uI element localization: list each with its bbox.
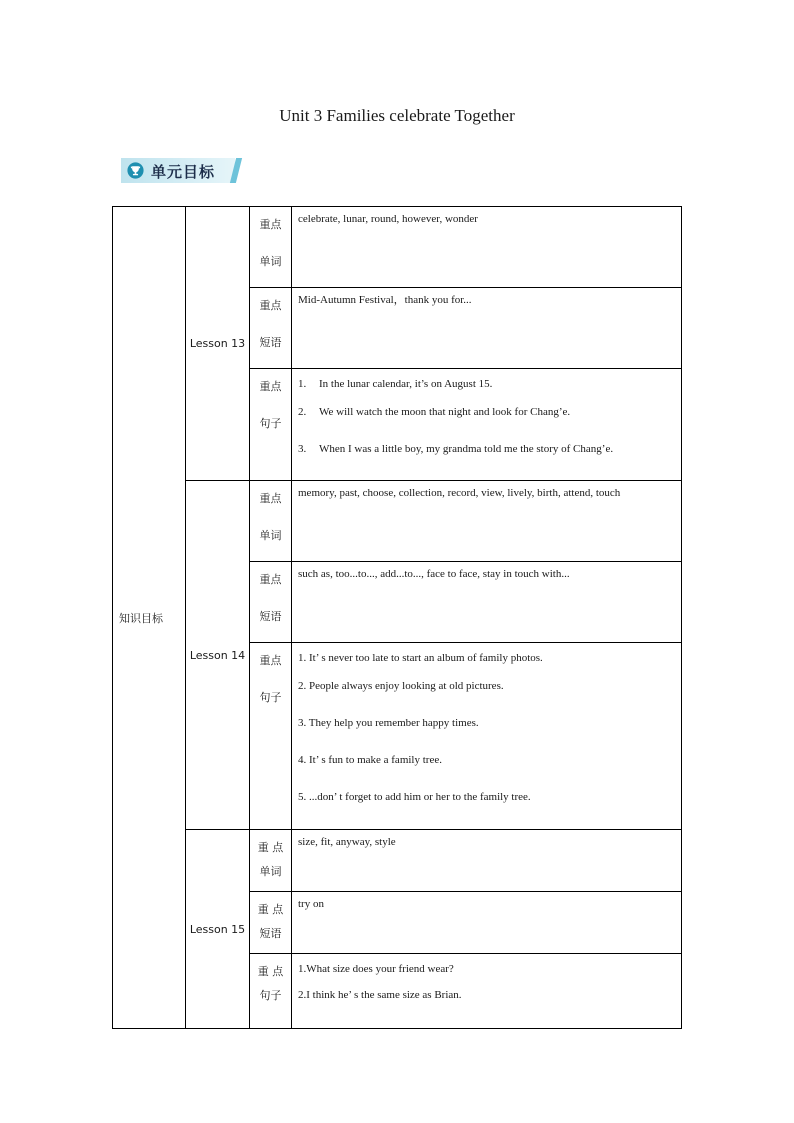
lesson-cell: Lesson 13 (186, 207, 250, 481)
goals-table (112, 206, 682, 1029)
content-cell: 1.What size does your friend wear? 2.I think he’ s the same size as Brian. (292, 954, 682, 1029)
table-row (113, 481, 682, 562)
badge-label: 单元目标 (151, 163, 216, 181)
row-label: 重点 短语 (250, 288, 292, 369)
content-cell: memory, past, choose, collection, record, view, lively, birth, attend, touch (292, 481, 682, 562)
row-label: 重点 短语 (250, 562, 292, 643)
content-cell: celebrate, lunar, round, however, wonder (292, 207, 682, 288)
category-cell: 知识目标 (113, 207, 186, 1029)
content-cell: size, fit, anyway, style (292, 830, 682, 892)
content-cell: Mid-Autumn Festival，thank you for... (292, 288, 682, 369)
table-row (113, 207, 682, 288)
row-label: 重点 单词 (250, 481, 292, 562)
row-label: 重点 单词 (250, 207, 292, 288)
row-label: 重 点 短语 (250, 892, 292, 954)
lesson-cell: Lesson 14 (186, 481, 250, 830)
trophy-icon (127, 162, 144, 179)
table-row (113, 830, 682, 892)
section-badge (121, 158, 243, 183)
row-label: 重点 句子 (250, 643, 292, 830)
content-cell: 1. In the lunar calendar, it’s on August 15. 2. We will watch the moon that night and look for Chang’e. 3. When I was a little boy, my grandma told me the story of Chang’e. (292, 369, 682, 481)
row-label: 重点 句子 (250, 369, 292, 481)
content-cell: try on (292, 892, 682, 954)
content-cell: such as, too...to..., add...to..., face to face, stay in touch with... (292, 562, 682, 643)
content-cell: 1. It’ s never too late to start an album of family photos. 2. People always enjoy looking at old pictures. 3. They help you remember happy times. 4. It’ s fun to make a family tree. 5. ...don’ t forget to add him or her to the family tree. (292, 643, 682, 830)
row-label: 重 点 句子 (250, 954, 292, 1029)
lesson-cell: Lesson 15 (186, 830, 250, 1029)
page-title: Unit 3 Families celebrate Together (279, 106, 515, 125)
row-label: 重 点 单词 (250, 830, 292, 892)
